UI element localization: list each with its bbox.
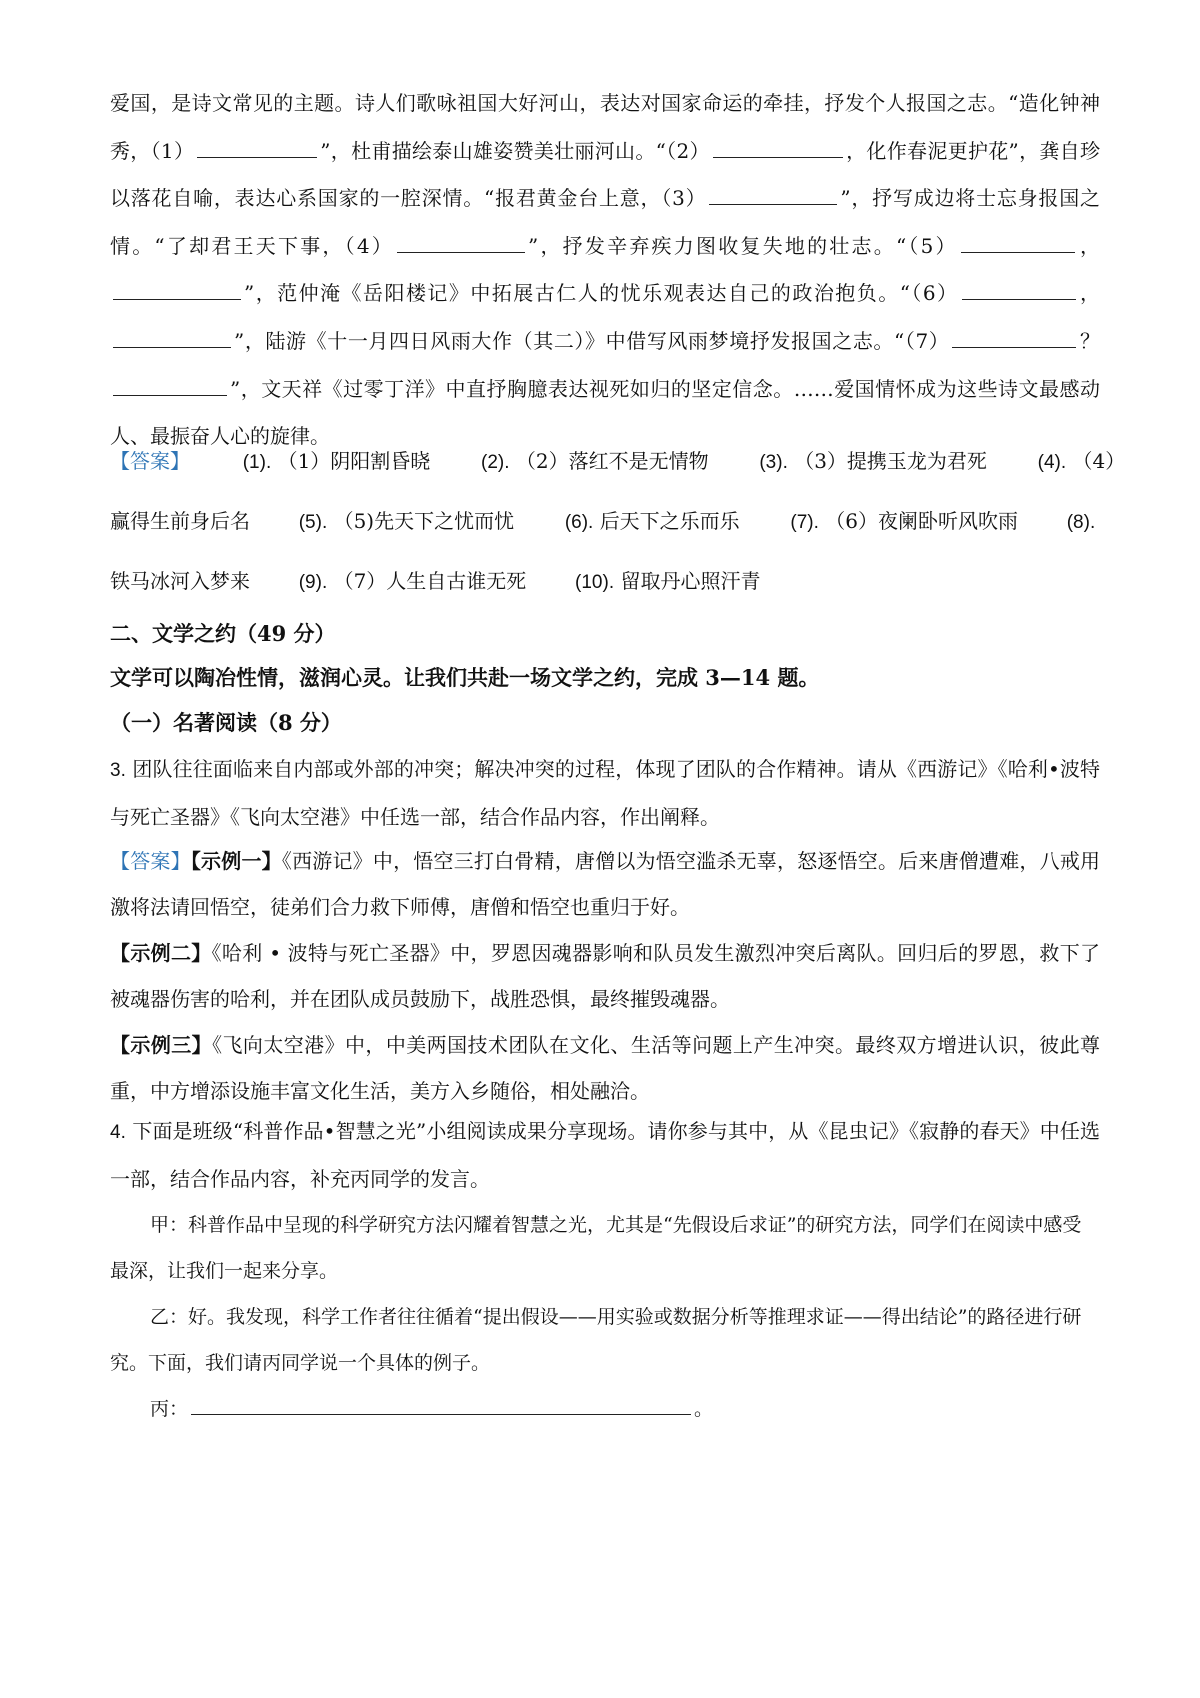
answer-blank[interactable]: [191, 1394, 691, 1415]
blank-5a[interactable]: [961, 230, 1075, 253]
blank-6b[interactable]: [113, 325, 231, 348]
passage-text: ，: [1077, 233, 1100, 258]
blank-7b[interactable]: [113, 373, 227, 396]
blank-6a[interactable]: [962, 277, 1076, 300]
answer-number: (9).: [298, 572, 328, 593]
answer-text: （5)先天下之忧而忧: [333, 509, 515, 533]
section-title: 二、文学之约（49 分）: [110, 621, 336, 646]
speaker-label: 丙：: [150, 1398, 189, 1420]
example-tag: 【示例二】: [110, 941, 212, 965]
answer-text: 赢得生前身后名: [110, 509, 250, 533]
fill-in-passage: [110, 80, 1100, 461]
passage-text: ？: [1079, 328, 1100, 353]
blank-7a[interactable]: [952, 325, 1076, 348]
answer-row-3: [110, 565, 760, 594]
blank-3[interactable]: [709, 182, 837, 205]
question-text: 团队往往面临来自内部或外部的冲突；解决冲突的过程，体现了团队的合作精神。请从《西游记》《哈利•波特与死亡圣器》《飞向太空港》中任选一部，结合作品内容，作出阐释。: [110, 757, 1101, 829]
answer-number: (6).: [564, 512, 594, 533]
question-text: 下面是班级“科普作品•智慧之光”小组阅读成果分享现场。请你参与其中，从《昆虫记》《寂静的春天》中任选一部，结合作品内容，补充丙同学的发言。: [110, 1119, 1100, 1191]
question-number: 3.: [110, 760, 126, 781]
answer-text: （2）落红不是无情物: [515, 449, 709, 473]
example-text: 《西游记》中，悟空三打白骨精，唐僧以为悟空滥杀无辜，怒逐悟空。后来唐僧遭难，八戒用激将法请回悟空，徒弟们合力救下师傅，唐僧和悟空也重归于好。: [110, 849, 1101, 919]
passage-text: ”，杜甫描绘泰山雄姿赞美壮丽河山。“（2）: [320, 138, 710, 163]
answer-text: 后天下之乐而乐: [599, 509, 740, 533]
answer-text: （4）: [1072, 449, 1126, 473]
passage-text: ”，抒写成边将士忘身报国之情。“了却君王天下事，（4）: [110, 186, 1100, 258]
example-text: 《哈利 • 波特与死亡圣器》中，罗恩因魂器影响和队员发生激烈冲突后离队。回归后的罗恩，救下了被魂器伤害的哈利，并在团队成员鼓励下，战胜恐惧，最终摧毁魂器。: [110, 941, 1101, 1011]
answer-number: (3).: [759, 452, 788, 473]
period: 。: [694, 1398, 714, 1420]
blank-4[interactable]: [397, 230, 525, 253]
answer-text: （6）夜阑卧听风吹雨: [825, 509, 1018, 533]
answer-tag: 【答案】: [110, 449, 190, 473]
answer-text: （3）提携玉龙为君死: [794, 449, 987, 473]
answer-number: (10).: [575, 572, 615, 593]
answer-row-1: [110, 445, 1125, 474]
subsection-title: （一）名著阅读（8 分）: [110, 710, 342, 735]
answer-tag: 【答案】: [110, 849, 191, 873]
dialogue-jia: 甲：科普作品中呈现的科学研究方法闪耀着智慧之光，尤其是“先假设后求证”的研究方法，同学们在阅读中感受最深，让我们一起来分享。: [110, 1214, 1082, 1282]
passage-text: ”，陆游《十一月四日风雨大作（其二）》中借写风雨梦境抒发报国之志。“（7）: [234, 328, 950, 353]
dialogue-bing: [110, 1386, 1100, 1432]
passage-text: ”，抒发辛弃疾力图收复失地的壮志。“（5）: [528, 233, 958, 258]
passage-text: ”，文天祥《过零丁洋》中直抒胸臆表达视死如归的坚定信念。……爱国情怀成为这些诗文最感动人、最振奋人心的旋律。: [110, 376, 1100, 449]
answer-row-2: [110, 505, 1095, 534]
passage-text: 爱国，是诗文常见的主题。诗人们歌咏祖国大好河山，表达对国家命运的牵挂，抒发个人报国之志。“造化钟神秀，（1）: [110, 91, 1100, 163]
question-3-answer: [110, 838, 1100, 1114]
answer-text: 留取丹心照汗青: [620, 569, 761, 593]
answer-text: （1）阴阳割昏晓: [277, 449, 431, 473]
answer-number: (2).: [481, 452, 510, 473]
passage-text: ，化作春泥更护花”，龚自珍以落花自喻，表达心系国家的一腔深情。“报君黄金台上意，（3）: [110, 138, 1100, 211]
question-3: [110, 746, 1100, 840]
blank-5b[interactable]: [113, 277, 241, 300]
answer-number: (4).: [1037, 452, 1067, 473]
dialogue-yi: 乙：好。我发现，科学工作者往往循着“提出假设——用实验或数据分析等推理求证——得出结论”的路径进行研究。下面，我们请丙同学说一个具体的例子。: [110, 1306, 1082, 1374]
section-lead: 文学可以陶冶性情，滋润心灵。让我们共赴一场文学之约，完成 3—14 题。: [110, 665, 820, 690]
example-text: 《飞向太空港》中，中美两国技术团队在文化、生活等问题上产生冲突。最终双方增进认识，彼此尊重，中方增添设施丰富文化生活，美方入乡随俗，相处融洽。: [110, 1033, 1101, 1103]
dialogue: [110, 1202, 1100, 1432]
answer-number: (8).: [1066, 512, 1096, 533]
blank-2[interactable]: [713, 135, 843, 158]
question-number: 4.: [110, 1122, 126, 1143]
blank-1[interactable]: [197, 135, 317, 158]
answer-number: (7).: [790, 512, 819, 533]
answer-number: (5).: [298, 512, 328, 533]
question-4: [110, 1108, 1100, 1202]
passage-text: ，: [1078, 281, 1100, 306]
example-tag: 【示例三】: [110, 1033, 213, 1057]
answer-number: (1).: [242, 452, 272, 473]
example-tag: 【示例一】: [190, 849, 282, 873]
passage-text: ”，范仲淹《岳阳楼记》中拓展古仁人的忧乐观表达自己的政治抱负。“（6）: [244, 281, 959, 306]
answer-text: 铁马冰河入梦来: [110, 569, 250, 593]
answer-text: （7）人生自古谁无死: [333, 569, 527, 593]
